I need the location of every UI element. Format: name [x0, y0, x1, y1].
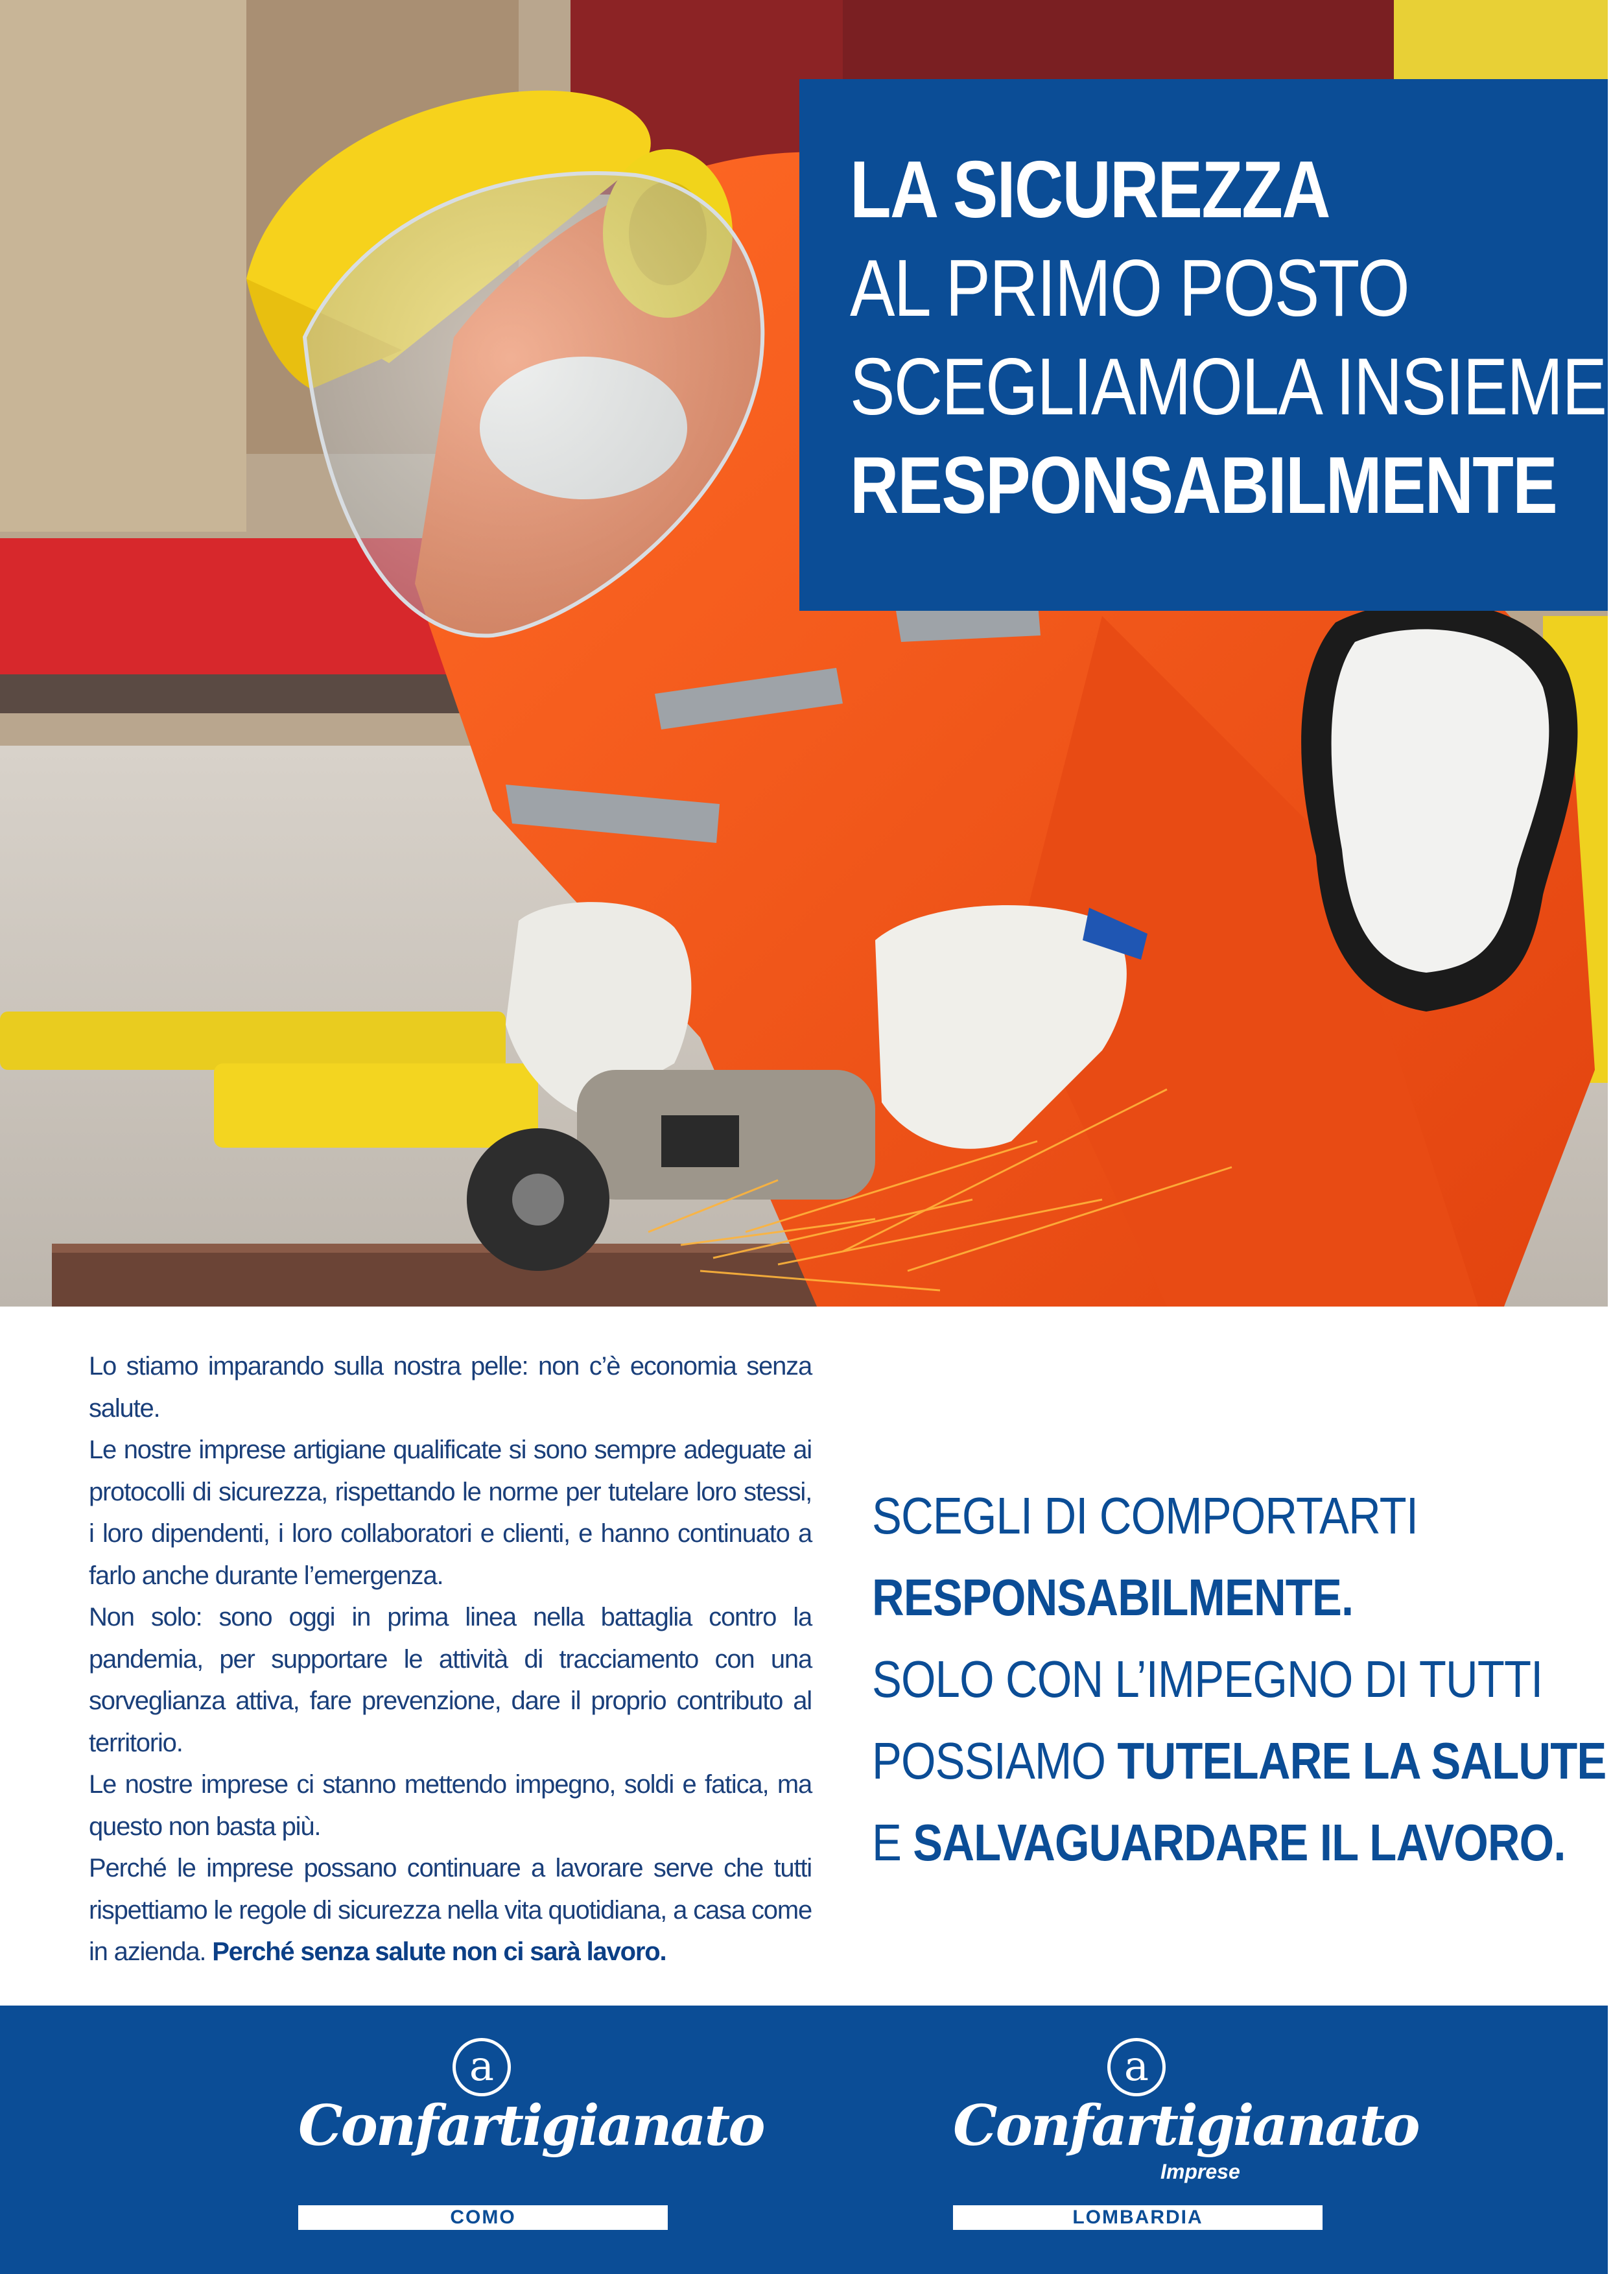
headline-line-4: RESPONSABILMENTE: [850, 441, 1557, 530]
body-closing-statement: Perché senza salute non ci sarà lavoro.: [212, 1937, 666, 1966]
headline-box: [799, 79, 1624, 611]
slogan-line-1: SCEGLI DI COMPORTARTI: [872, 1487, 1418, 1545]
at-symbol-icon: a: [1107, 2038, 1166, 2096]
logo-brand-text: Confartigianato: [953, 2093, 1418, 2159]
slogan-line-5-bold: SALVAGUARDARE IL LAVORO.: [913, 1814, 1566, 1871]
headline-line-2: AL PRIMO POSTO: [850, 244, 1409, 333]
footer: [0, 2006, 1608, 2274]
logo-sub-text: Imprese: [1160, 2160, 1240, 2183]
slogan-line-2: RESPONSABILMENTE.: [872, 1569, 1354, 1626]
body-paragraph-4: Le nostre imprese ci stanno mettendo impegno, soldi e fatica, ma questo non basta più.: [89, 1770, 812, 1841]
slogan-line-4-text: POSSIAMO: [872, 1732, 1106, 1790]
body-text: [89, 1345, 812, 1973]
slogan-line-4: [872, 1720, 1606, 1802]
body-paragraph-2: Le nostre imprese artigiane qualificate si sono sempre adeguate ai protocolli di sicurezza, rispettando le norme per tutelare loro stessi, i loro dipendenti, i loro collaboratori e clienti, e hanno continuato a farlo anche durante l’emergenza.: [89, 1436, 812, 1590]
logo-brand-text: Confartigianato: [298, 2093, 764, 2159]
headline-line-3: [850, 338, 1624, 436]
slogan-line-5: [872, 1802, 1566, 1884]
at-symbol-icon: a: [453, 2038, 511, 2096]
body-paragraph-1: Lo stiamo imparando sulla nostra pelle: non c’è economia senza salute.: [89, 1352, 812, 1423]
headline-line-3-comma: ,: [1606, 342, 1624, 432]
slogan-line-5-text: E: [872, 1814, 902, 1871]
headline-line-3-text: SCEGLIAMOLA INSIEME: [850, 342, 1606, 432]
body-paragraph-5-text: Perché le imprese possano continuare a lavorare serve che tutti rispettiamo le regole di sicurezza nella vita quotidiana, a casa come in azienda.: [89, 1854, 812, 1966]
logo-bar-label: LOMBARDIA: [953, 2205, 1323, 2230]
slogan-line-4-bold: TUTELARE LA SALUTE: [1117, 1732, 1606, 1790]
logo-confartigianato-como: [298, 2038, 764, 2233]
body-paragraph-3: Non solo: sono oggi in prima linea nella battaglia contro la pandemia, per supportare le attività di tracciamento con una sorveglianza attiva, fare prevenzione, dare il proprio contributo al territorio.: [89, 1603, 812, 1757]
slogan-line-3: SOLO CON L’IMPEGNO DI TUTTI: [872, 1650, 1543, 1708]
logo-bar-label: COMO: [298, 2205, 668, 2230]
slogan: [872, 1475, 1606, 1884]
body-paragraph-5: [89, 1847, 812, 1973]
headline-line-1: LA SICUREZZA: [850, 145, 1330, 235]
logo-confartigianato-lombardia: [953, 2038, 1418, 2233]
